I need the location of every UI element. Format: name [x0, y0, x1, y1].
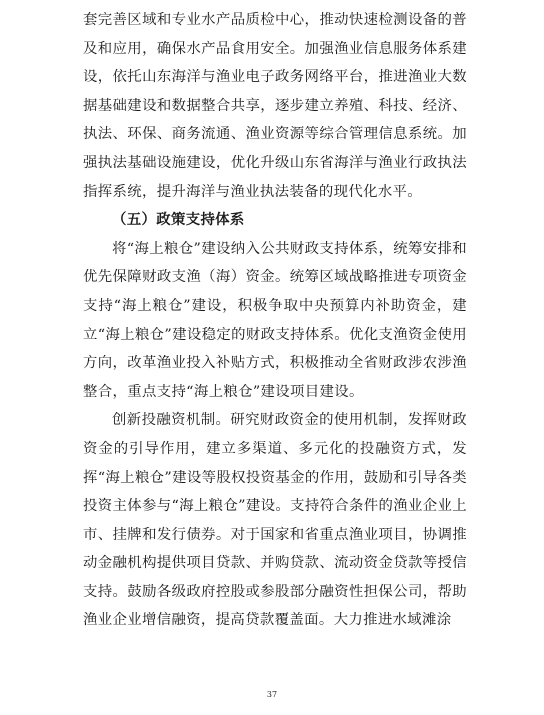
paragraph-fishery-info-system: 套完善区域和专业水产品质检中心，推动快速检测设备的普及和应用，确保水产品食用安全。加强渔业信息服务体系建设，依托山东海洋与渔业电子政务网络平台，推进渔业大数据基础建设和数据整合共享，逐步建立养殖、科技、经济、执法、环保、商务流通、渔业资源等综合管理信息系统。加强执法基础设施建设，优化升级山东省海洋与渔业行政执法指挥系统，提升海洋与渔业执法装备的现代化水平。 — [83, 12, 467, 200]
page-number: 37 — [266, 690, 278, 699]
section-heading-policy-support: （五）政策支持体系 — [112, 211, 245, 229]
document-body — [83, 6, 467, 635]
paragraph-fiscal-support: 将“海上粮仓”建设纳入公共财政支持体系，统筹安排和优先保障财政支渔（海）资金。统筹区域战略推进专项资金支持“海上粮仓”建设，积极争取中央预算内补助资金，建立“海上粮仓”建设稳定的财政支持体系。优化支渔资金使用方向，改革渔业投入补贴方式，积极推动全省财政涉农涉渔整合，重点支持“海上粮仓”建设项目建设。 — [83, 240, 467, 400]
paragraph-investment-financing: 创新投融资机制。研究财政资金的使用机制，发挥财政资金的引导作用，建立多渠道、多元化的投融资方式，发挥“海上粮仓”建设等股权投资基金的作用，鼓励和引导各类投资主体参与“海上粮仓”建设。支持符合条件的渔业企业上市、挂牌和发行债券。对于国家和省重点渔业项目，协调推动金融机构提供项目贷款、并购贷款、流动资金贷款等授信支持。鼓励各级政府控股或参股部分融资性担保公司，帮助渔业企业增信融资，提高贷款覆盖面。大力推进水域滩涂 — [83, 412, 467, 629]
